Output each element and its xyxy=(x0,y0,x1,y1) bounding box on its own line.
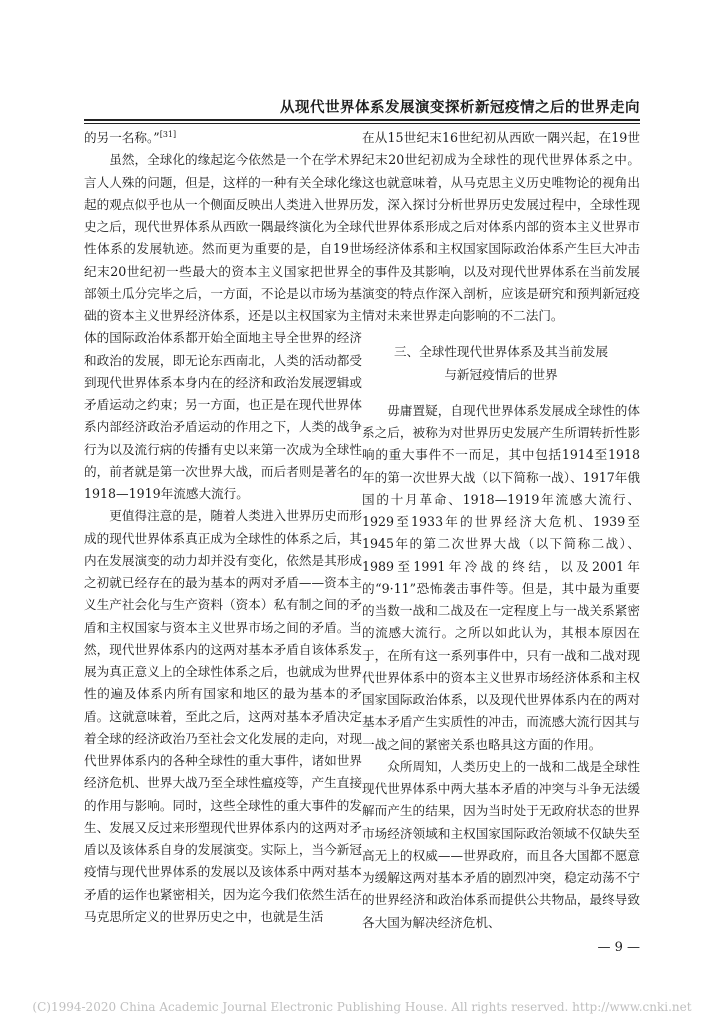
section-heading-line2: 与新冠疫情后的世界 xyxy=(444,366,558,382)
header-rule-thick xyxy=(84,119,640,121)
right-paragraph-2: 毋庸置疑，自现代世界体系发展成全球性的体系之后，被称为对世界历史发展产生所谓转折性影响的重大事件不一而足，其中包括1914至1918年的第一次世界大战（以下简称一战）、1917年俄国的十月革命、1918—1919年流感大流行、1929至1933年的世界经济大危机、1939至1945年的第二次世界大战（以下简称二战）、1989至1991年冷战的终结，以及2001年的“9·11”恐怖袭击事件等。但是，其中最为重要的当数一战和二战及在一定程度上与一战关系紧密的流感大流行。之所以如此认为，其根本原因在于，在所有这一系列事件中，只有一战和二战对现代世界体系中的资本主义世界市场经济体系和主权国家国际政治体系，以及现代世界体系内在的两对基本矛盾产生实质性的冲击，而流感大流行因其与一战之间的紧密关系也略具这方面的作用。 xyxy=(362,402,640,752)
header-rule-thin xyxy=(84,123,640,124)
copyright-footer: (C)1994-2020 China Academic Journal Electronic Publishing House. All rights reserved. http://www.cnki.net xyxy=(32,1000,692,1014)
citation-31: [31] xyxy=(159,129,177,139)
right-column xyxy=(362,127,640,934)
left-paragraph-2: 虽然，全球化的缘起迄今依然是一个在学术界言人人殊的问题，但是，这样的一种有关全球化缘起的观点似乎也从一个侧面反映出人类进入世界历史之后，现代世界体系从西欧一隅最终演化为全球性体系的发展轨迹。然而更为重要的是，自19世纪末20世纪初一些最大的资本主义国家把世界全部领土瓜分完毕之后，一方面，不论是以市场为基础的资本主义世界经济体系，还是以主权国家为主体的国际政治体系都开始全面地主导全世界的经济和政治的发展，即无论东西南北，人类的活动都受到现代世界体系本身内在的经济和政治发展逻辑或矛盾运动之约束；另一方面，也正是在现代世界体系内部经济政治矛盾运动的作用之下，人类的战争行为以及流行病的传播有史以来第一次成为全球性的，前者就是第一次世界大战，而后者则是著名的1918—1919年流感大流行。 xyxy=(84,152,362,501)
right-paragraph-3: 众所周知，人类历史上的一战和二战是全球性现代世界体系中两大基本矛盾的冲突与斗争无法缓解而产生的结果，因为当时处于无政府状态的世界市场经济领域和主权国家国际政治领域不仅缺失至高无上的权威——世界政府，而且各大国都不愿意为缓解这两对基本矛盾的剧烈冲突，稳定动荡不宁的世界经济和政治体系而提供公共物品，最终导致各大国为解决经济危机、 xyxy=(362,758,640,930)
left-column xyxy=(84,127,362,928)
running-title: 从现代世界体系发展演变探析新冠疫情之后的世界走向 xyxy=(280,100,640,116)
page-number: — 9 — xyxy=(597,940,640,955)
left-p1-text: 的另一名称。” xyxy=(84,130,160,145)
left-paragraph-3: 更值得注意的是，随着人类进入世界历史而形成的现代世界体系真正成为全球性的体系之后，其内在发展演变的动力却并没有变化，依然是其形成之初就已经存在的最为基本的两对矛盾——资本主义生产社会化与生产资料（资本）私有制之间的矛盾和主权国家与资本主义世界市场之间的矛盾。当然，现代世界体系内的这两对基本矛盾自该体系发展为真正意义上的全球性体系之后，也就成为世界性的遍及体系内所有国家和地区的最为基本的矛盾。这就意味着，至此之后，这两对基本矛盾决定着全球的经济政治乃至社会文化发展的走向，对现代世界体系内的各种全球性的重大事件，诸如世界经济危机、世界大战乃至全球性瘟疫等，产生直接的作用与影响。同时，这些全球性的重大事件的发生、发展又反过来形塑现代世界体系内的这两对矛盾以及该体系自身的发展演变。实际上，当今新冠疫情与现代世界体系的发展以及该体系中两对基本矛盾的运作也紧密相关，因为迄今我们依然生活在马克思所定义的世界历史之中，也就是生活 xyxy=(84,508,362,924)
left-paragraph-1 xyxy=(84,127,362,149)
section-heading-line1: 三、全球性现代世界体系及其当前发展 xyxy=(393,344,609,360)
section-heading xyxy=(362,341,640,386)
right-paragraph-1: 在从15世纪末16世纪初从西欧一隅兴起，在19世纪末20世纪初成为全球性的现代世界体系之中。这也就意味着，从马克思主义历史唯物论的视角出发，深入探讨分析世界历史发展过程中，全球性现代世界体系形成之后对体系内部的资本主义世界市场经济体系和主权国家国际政治体系产生巨大冲击的事件及其影响，以及对现代世界体系在当前发展演变的特点作深入剖析，应该是研究和预判新冠疫情对未来世界走向影响的不二法门。 xyxy=(362,130,640,323)
